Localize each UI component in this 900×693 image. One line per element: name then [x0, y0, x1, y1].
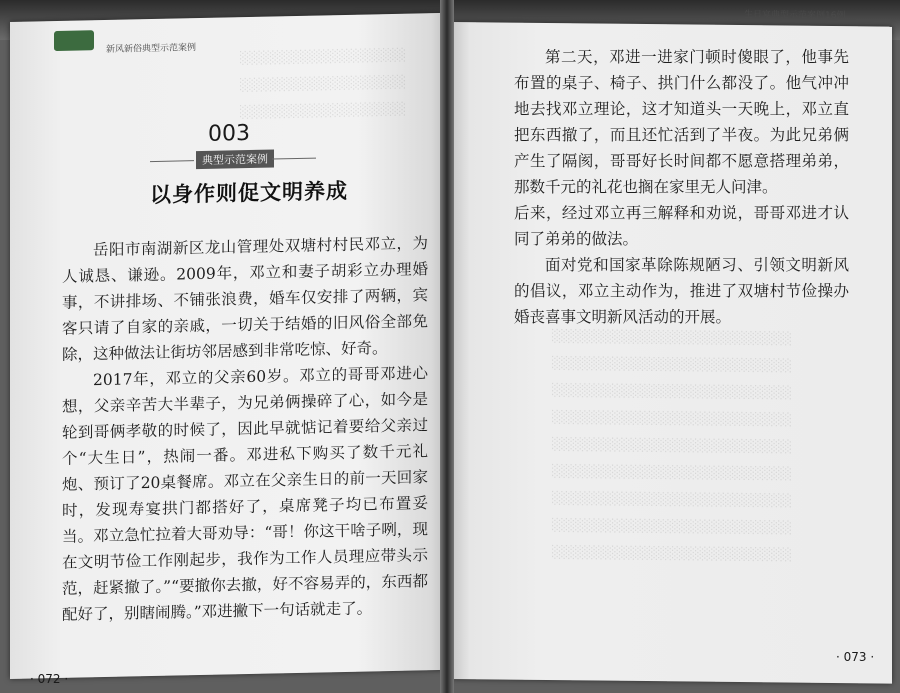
left-body-text	[62, 230, 428, 628]
right-running-header: 生日宴典型示范案例16例	[744, 10, 846, 22]
right-page-number: · 073 ·	[836, 650, 875, 664]
bleed-through-text: ░░░░░░░░░░░░░░░░░░ ░░░░░░░░░░░░░░░░░░ ░░░░░░░░░░░░░░░░░░	[240, 47, 407, 120]
right-paragraph-1: 第二天，邓进一进家门顿时傻眼了，他事先布置的桌子、椅子、拱门什么都没了。他气冲冲地去找邓立理论，这才知道头一天晚上，邓立直把东西撤了，而且还忙活到了半夜。为此兄弟俩产生了隔阂，哥哥好长时间都不愿意搭理弟弟，那数千元的礼花也搁在家里无人问津。	[514, 48, 849, 196]
bleed-through-text-right: ░░░░░░░░░░░░░░░░░░░░░░░░░░ ░░░░░░░░░░░░░░░░░░░░░░░░░░ ░░░░░░░░░░░░░░░░░░░░░░░░░░ ░░░░░░░░░░░░░░░░░░░░░░░░░░ ░░░░░░░░░░░░░░░░░░░░░░░░░░ ░░░░░░░░░░░░░░░░░░░░░░░░░░ ░░░░░░░░░░░░░░░░░░░░░░░░░░ ░░░░░░░░░░░░░░░░░░░░░░░░░░ ░░░░░░░░░░░░░░░░░░░░░░░░░░	[552, 329, 792, 562]
article-title: 以身作则促文明养成	[150, 178, 348, 208]
book-spine	[440, 0, 454, 693]
right-paragraph-2: 后来，经过邓立再三解释和劝说，哥哥邓进才认同了弟弟的做法。	[514, 204, 849, 248]
badge-rule-left	[150, 160, 194, 162]
left-paragraph-2: 2017年，邓立的父亲60岁。邓立的哥哥邓进心想，父亲辛苦大半辈子，为兄弟俩操碎了心，如今是轮到哥俩孝敬的时候了，因此早就惦记着要给父亲过个“大生日”，热闹一番。邓进私下购买了数千元礼炮、预订了20桌餐席。邓立在父亲生日的前一天回家时，发现寿宴拱门都搭好了，桌席凳子均已布置妥当。邓立急忙拉着大哥劝导：“哥！你这干啥子咧，现在文明节俭工作刚起步，我作为工作人员理应带头示范，赶紧撤了。”“要撤你去撤，好不容易弄的，东西都配好了，别瞎闹腾。”邓进撇下一句话就走了。	[62, 364, 428, 624]
section-number: 003	[208, 120, 250, 147]
right-paragraph-3: 面对党和国家革除陈规陋习、引领文明新风的倡议，邓立主动作为，推进了双塘村节俭操办婚丧喜事文明新风活动的开展。	[514, 256, 849, 326]
book-logo	[54, 30, 94, 51]
left-running-header: 新风新俗典型示范案例	[106, 43, 197, 55]
badge-rule-right	[272, 158, 316, 160]
section-badge: 典型示范案例	[196, 149, 274, 169]
left-paragraph-1: 岳阳市南湖新区龙山管理处双塘村村民邓立，为人诚恳、谦逊。2009年，邓立和妻子胡彩立办理婚事，不讲排场、不铺张浪费，婚车仅安排了两辆，宾客只请了自家的亲戚，一切关于结婚的旧风俗全部免除，这种做法让街坊邻居感到非常吃惊、好奇。	[62, 234, 428, 364]
right-body-text	[514, 44, 849, 330]
left-page-number: · 072 ·	[30, 672, 69, 686]
